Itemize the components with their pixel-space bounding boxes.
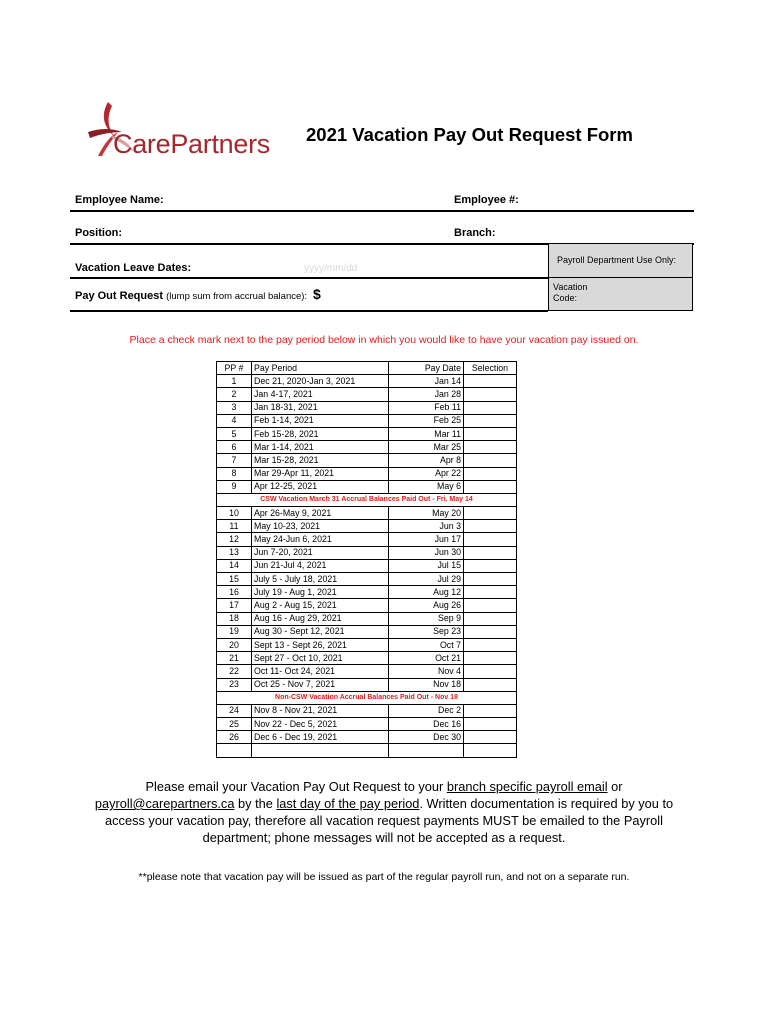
table-row bbox=[217, 586, 517, 599]
table-row bbox=[217, 480, 517, 493]
table-note-row bbox=[217, 493, 517, 506]
selection-cell[interactable] bbox=[464, 625, 517, 638]
dollar-sign: $ bbox=[313, 286, 321, 302]
pay-period: Sept 13 - Sept 26, 2021 bbox=[252, 638, 389, 651]
pay-period: Jun 21-Jul 4, 2021 bbox=[252, 559, 389, 572]
table-row bbox=[217, 388, 517, 401]
payroll-email-link[interactable]: payroll@carepartners.ca bbox=[94, 796, 235, 811]
pay-period: Oct 25 - Nov 7, 2021 bbox=[252, 678, 389, 691]
employee-name-label: Employee Name: bbox=[75, 194, 164, 206]
table-row bbox=[217, 533, 517, 546]
pay-period: Feb 1-14, 2021 bbox=[252, 414, 389, 427]
email-instructions: Please email your Vacation Pay Out Request to your branch specific payroll email or payroll@carepartners.ca by the last day of the pay period. Written documentation is required by you to access your vacation pay, therefore all vacation request payments MUST be emailed to the Payroll department; phone messages will not be accepted as a request. bbox=[94, 779, 674, 845]
pay-period: Jan 18-31, 2021 bbox=[252, 401, 389, 414]
pay-period: May 24-Jun 6, 2021 bbox=[252, 533, 389, 546]
pp-number: 15 bbox=[217, 573, 252, 586]
pp-number: 4 bbox=[217, 414, 252, 427]
pp-number: 19 bbox=[217, 625, 252, 638]
selection-cell[interactable] bbox=[464, 520, 517, 533]
header-pay-date: Pay Date bbox=[389, 362, 464, 375]
table-row bbox=[217, 559, 517, 572]
vacation-code-label: Vacation bbox=[553, 282, 588, 292]
pp-number: 7 bbox=[217, 454, 252, 467]
selection-cell[interactable] bbox=[464, 573, 517, 586]
pay-date: Jul 29 bbox=[389, 573, 464, 586]
pay-period: Sept 27 - Oct 10, 2021 bbox=[252, 652, 389, 665]
table-row bbox=[217, 625, 517, 638]
page-title: 2021 Vacation Pay Out Request Form bbox=[306, 124, 633, 145]
selection-cell[interactable] bbox=[464, 546, 517, 559]
selection-cell[interactable] bbox=[464, 612, 517, 625]
pay-period: July 5 - July 18, 2021 bbox=[252, 573, 389, 586]
pay-period: Mar 15-28, 2021 bbox=[252, 454, 389, 467]
pp-number: 6 bbox=[217, 441, 252, 454]
pay-date: Apr 8 bbox=[389, 454, 464, 467]
table-row bbox=[217, 467, 517, 480]
pay-date: Jun 17 bbox=[389, 533, 464, 546]
selection-cell[interactable] bbox=[464, 454, 517, 467]
table-row bbox=[217, 599, 517, 612]
pay-date: Sep 9 bbox=[389, 612, 464, 625]
pay-date: Dec 16 bbox=[389, 718, 464, 731]
header-pp: PP # bbox=[217, 362, 252, 375]
pp-number: 10 bbox=[217, 507, 252, 520]
selection-cell[interactable] bbox=[464, 652, 517, 665]
pp-number: 26 bbox=[217, 731, 252, 744]
pp-number: 8 bbox=[217, 467, 252, 480]
selection-cell[interactable] bbox=[464, 638, 517, 651]
deadline-text: last day of the pay period bbox=[276, 796, 420, 811]
pay-date: Dec 2 bbox=[389, 704, 464, 717]
row-divider bbox=[70, 277, 548, 279]
table-row bbox=[217, 414, 517, 427]
pay-period: May 10-23, 2021 bbox=[252, 520, 389, 533]
pay-period: Dec 6 - Dec 19, 2021 bbox=[252, 731, 389, 744]
table-row bbox=[217, 704, 517, 717]
pp-number: 14 bbox=[217, 559, 252, 572]
pp-number: 3 bbox=[217, 401, 252, 414]
pp-number: 24 bbox=[217, 704, 252, 717]
selection-cell[interactable] bbox=[464, 388, 517, 401]
pay-date: Aug 12 bbox=[389, 586, 464, 599]
pp-number: 9 bbox=[217, 480, 252, 493]
pay-period: Jun 7-20, 2021 bbox=[252, 546, 389, 559]
selection-cell[interactable] bbox=[464, 559, 517, 572]
pp-number: 21 bbox=[217, 652, 252, 665]
pp-number: 18 bbox=[217, 612, 252, 625]
selection-cell[interactable] bbox=[464, 507, 517, 520]
pay-period: Nov 8 - Nov 21, 2021 bbox=[252, 704, 389, 717]
pay-period: Aug 16 - Aug 29, 2021 bbox=[252, 612, 389, 625]
pay-date: Nov 18 bbox=[389, 678, 464, 691]
pay-period: Nov 22 - Dec 5, 2021 bbox=[252, 718, 389, 731]
table-row bbox=[217, 441, 517, 454]
instruction-text: Place a check mark next to the pay period below in which you would like to have your vacation pay issued on. bbox=[129, 334, 639, 346]
payout-note: CSW Vacation March 31 Accrual Balances Paid Out - Fri. May 14 bbox=[217, 493, 517, 506]
pay-date bbox=[389, 744, 464, 757]
footnote: **please note that vacation pay will be issued as part of the regular payroll run, and not on a separate run. bbox=[138, 871, 630, 883]
pay-period: Apr 26-May 9, 2021 bbox=[252, 507, 389, 520]
table-row bbox=[217, 573, 517, 586]
vacation-code-label: Code: bbox=[553, 293, 578, 303]
payout-request-label: Pay Out Request (lump sum from accrual balance): bbox=[75, 290, 308, 302]
table-row bbox=[217, 375, 517, 388]
employee-number-label: Employee #: bbox=[454, 194, 519, 206]
pay-period: Aug 2 - Aug 15, 2021 bbox=[252, 599, 389, 612]
selection-cell[interactable] bbox=[464, 718, 517, 731]
pay-period: Dec 21, 2020-Jan 3, 2021 bbox=[252, 375, 389, 388]
branch-payroll-email-link[interactable]: branch specific payroll email bbox=[446, 779, 608, 794]
table-header-row bbox=[217, 362, 517, 375]
pay-date: Mar 25 bbox=[389, 441, 464, 454]
selection-cell[interactable] bbox=[464, 678, 517, 691]
selection-cell[interactable] bbox=[464, 401, 517, 414]
selection-cell[interactable] bbox=[464, 414, 517, 427]
pay-period: Aug 30 - Sept 12, 2021 bbox=[252, 625, 389, 638]
selection-cell[interactable] bbox=[464, 599, 517, 612]
pay-period: Apr 12-25, 2021 bbox=[252, 480, 389, 493]
position-label: Position: bbox=[75, 227, 123, 239]
selection-cell[interactable] bbox=[464, 665, 517, 678]
table-row bbox=[217, 454, 517, 467]
selection-cell[interactable] bbox=[464, 467, 517, 480]
pp-number: 23 bbox=[217, 678, 252, 691]
table-row bbox=[217, 744, 517, 757]
pay-period: July 19 - Aug 1, 2021 bbox=[252, 586, 389, 599]
table-row bbox=[217, 427, 517, 440]
selection-cell[interactable] bbox=[464, 441, 517, 454]
pay-date: Jun 30 bbox=[389, 546, 464, 559]
table-row bbox=[217, 665, 517, 678]
pay-date: Feb 25 bbox=[389, 414, 464, 427]
selection-cell[interactable] bbox=[464, 533, 517, 546]
vacation-dates-label: Vacation Leave Dates: bbox=[75, 262, 192, 274]
table-row bbox=[217, 678, 517, 691]
selection-cell[interactable] bbox=[464, 375, 517, 388]
pay-date: Jan 28 bbox=[389, 388, 464, 401]
pay-date: Jun 3 bbox=[389, 520, 464, 533]
pay-date: Aug 26 bbox=[389, 599, 464, 612]
table-row bbox=[217, 546, 517, 559]
pay-date: Oct 21 bbox=[389, 652, 464, 665]
pp-number: 5 bbox=[217, 427, 252, 440]
branch-label: Branch: bbox=[454, 227, 496, 239]
pp-number: 2 bbox=[217, 388, 252, 401]
table-row bbox=[217, 401, 517, 414]
pp-number: 20 bbox=[217, 638, 252, 651]
pay-period: Mar 29-Apr 11, 2021 bbox=[252, 467, 389, 480]
table-note-row bbox=[217, 691, 517, 704]
pp-number: 22 bbox=[217, 665, 252, 678]
header-pay-period: Pay Period bbox=[252, 362, 389, 375]
table-row bbox=[217, 520, 517, 533]
table-row bbox=[217, 612, 517, 625]
payroll-use-label: Payroll Department Use Only: bbox=[557, 255, 677, 265]
selection-cell[interactable] bbox=[464, 480, 517, 493]
pp-number bbox=[217, 744, 252, 757]
pp-number: 12 bbox=[217, 533, 252, 546]
pp-number: 17 bbox=[217, 599, 252, 612]
pay-date: Jul 15 bbox=[389, 559, 464, 572]
pp-number: 1 bbox=[217, 375, 252, 388]
selection-cell[interactable] bbox=[464, 744, 517, 757]
pay-period: Feb 15-28, 2021 bbox=[252, 427, 389, 440]
selection-cell[interactable] bbox=[464, 586, 517, 599]
pp-number: 25 bbox=[217, 718, 252, 731]
pay-date: Oct 7 bbox=[389, 638, 464, 651]
selection-cell[interactable] bbox=[464, 427, 517, 440]
pp-number: 11 bbox=[217, 520, 252, 533]
table-row bbox=[217, 652, 517, 665]
pay-period-table bbox=[216, 361, 517, 758]
pay-date: Apr 22 bbox=[389, 467, 464, 480]
table-row bbox=[217, 731, 517, 744]
pay-date: May 6 bbox=[389, 480, 464, 493]
table-row bbox=[217, 638, 517, 651]
pay-date: Feb 11 bbox=[389, 401, 464, 414]
pp-number: 13 bbox=[217, 546, 252, 559]
payroll-box-divider bbox=[548, 277, 693, 278]
table-row bbox=[217, 718, 517, 731]
pay-date: May 20 bbox=[389, 507, 464, 520]
header-selection: Selection bbox=[464, 362, 517, 375]
pay-date: Mar 11 bbox=[389, 427, 464, 440]
row-divider bbox=[70, 310, 548, 312]
pp-number: 16 bbox=[217, 586, 252, 599]
pay-period: Oct 11- Oct 24, 2021 bbox=[252, 665, 389, 678]
pay-date: Jan 14 bbox=[389, 375, 464, 388]
pay-period bbox=[252, 744, 389, 757]
selection-cell[interactable] bbox=[464, 731, 517, 744]
row-divider bbox=[70, 210, 694, 212]
pay-date: Nov 4 bbox=[389, 665, 464, 678]
payout-note: Non-CSW Vacation Accrual Balances Paid Out - Nov 18 bbox=[217, 691, 517, 704]
table-row bbox=[217, 507, 517, 520]
logo-wordmark: CarePartners bbox=[113, 129, 270, 159]
vacation-dates-field[interactable]: yyyy/mm/dd bbox=[304, 263, 358, 274]
pay-date: Dec 30 bbox=[389, 731, 464, 744]
pay-period: Jan 4-17, 2021 bbox=[252, 388, 389, 401]
pay-period: Mar 1-14, 2021 bbox=[252, 441, 389, 454]
pay-date: Sep 23 bbox=[389, 625, 464, 638]
selection-cell[interactable] bbox=[464, 704, 517, 717]
